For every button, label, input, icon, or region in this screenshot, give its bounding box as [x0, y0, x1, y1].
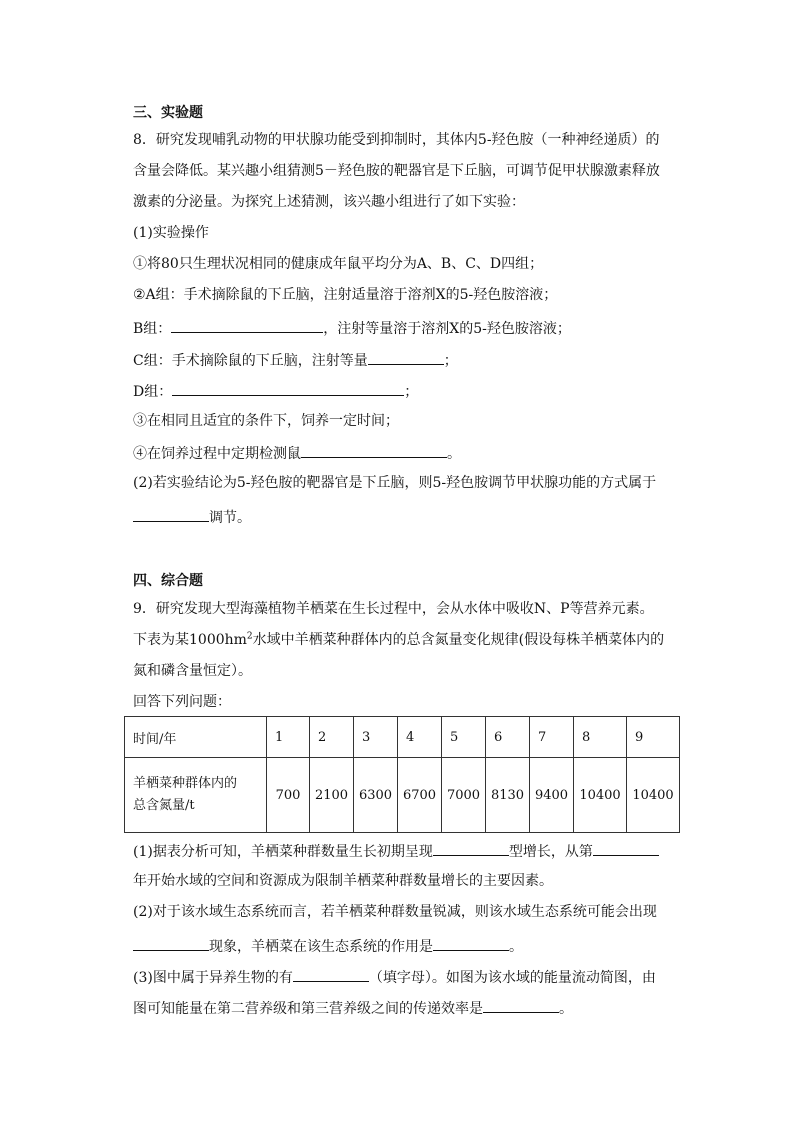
table-cell-value: 10400	[627, 758, 680, 833]
group-d-line	[133, 381, 418, 401]
q8-line3: 激素的分泌量。为探究上述猜测，该兴趣小组进行了如下实验：	[133, 194, 525, 210]
step4-prefix: ④在饲养过程中定期检测鼠	[133, 446, 301, 462]
p3-line1	[133, 967, 656, 987]
answer-blank-growth-type[interactable]	[433, 841, 509, 856]
table-row-years	[125, 717, 680, 758]
p2-line2-a: 现象，羊栖菜在该生态系统的作用是	[209, 939, 433, 955]
p1-line2: 年开始水域的空间和资源成为限制羊栖菜种群数量增长的主要因素。	[133, 873, 553, 889]
q9-line2-b: 水域中羊栖菜种群体内的总含氮量变化规律(假设每株羊栖菜体内的	[252, 632, 665, 648]
p3-line2-a: 图可知能量在第二营养级和第三营养级之间的传递效率是	[133, 1001, 483, 1017]
step3: ③在相同且适宜的条件下，饲养一定时间；	[133, 413, 399, 429]
group-d-suffix: ；	[404, 384, 419, 400]
table-cell-value: 6700	[398, 758, 442, 833]
table-cell-year: 5	[442, 717, 486, 758]
answer-blank-c[interactable]	[368, 350, 444, 365]
table-cell-year: 9	[627, 717, 680, 758]
q8-line1: 8．研究发现哺乳动物的甲状腺功能受到抑制时，其体内5-羟色胺（一种神经递质）的	[133, 132, 660, 148]
group-d-prefix: D组：	[133, 384, 173, 400]
table-cell-year: 4	[398, 717, 442, 758]
table-header-time: 时间/年	[125, 717, 267, 758]
group-c-line	[133, 350, 458, 370]
table-cell-value: 8130	[486, 758, 530, 833]
answer-blank-efficiency[interactable]	[483, 998, 559, 1013]
table-cell-value: 6300	[354, 758, 398, 833]
p3-line1-b: （填字母）。如图为该水域的能量流动简图，由	[368, 970, 656, 986]
p2-line2	[133, 936, 523, 956]
p3-line1-a: (3)图中属于异养生物的有	[133, 970, 293, 986]
p1-line1-a: (1)据表分析可知，羊栖菜种群数量生长初期呈现	[133, 844, 433, 860]
step4-suffix: 。	[447, 446, 461, 462]
table-cell-year: 1	[267, 717, 310, 758]
group-c-suffix: ；	[443, 353, 458, 369]
p1-line1	[133, 841, 659, 861]
p2-line1: (2)对于该水域生态系统而言，若羊栖菜种群数量锐减，则该水域生态系统可能会出现	[133, 904, 657, 920]
table-cell-value: 10400	[574, 758, 627, 833]
table-cell-year: 7	[530, 717, 574, 758]
nitrogen-table	[124, 716, 680, 833]
table-cell-year: 8	[574, 717, 627, 758]
group-b-line	[133, 318, 571, 338]
group-b-prefix: B组：	[133, 321, 172, 337]
table-cell-value: 700	[267, 758, 310, 833]
table-header-nitrogen	[125, 758, 267, 833]
q9-line2-a: 下表为某1000hm	[133, 632, 247, 648]
table-header-nitrogen-line2: 总含氮量/t	[133, 798, 195, 813]
q2-line2-suffix: 调节。	[209, 510, 251, 526]
answer-blank-step4[interactable]	[301, 443, 447, 458]
q9-line3: 氮和磷含量恒定）。	[133, 663, 252, 679]
group-c-prefix: C组：手术摘除鼠的下丘脑，注射等量	[133, 353, 368, 369]
answer-blank-q2[interactable]	[133, 507, 209, 522]
answer-blank-role[interactable]	[433, 936, 509, 951]
p2-line2-b: 。	[509, 939, 523, 955]
table-cell-value: 2100	[310, 758, 354, 833]
answer-blank-phenomenon[interactable]	[133, 936, 209, 951]
step2: ②A组：手术摘除鼠的下丘脑，注射适量溶于溶剂X的5-羟色胺溶液；	[133, 287, 558, 303]
p1-line1-b: 型增长，从第	[508, 844, 593, 860]
group-b-suffix: ，注射等量溶于溶剂X的5-羟色胺溶液；	[323, 321, 571, 337]
q8-line2: 含量会降低。某兴趣小组猜测5－羟色胺的靶器官是下丘脑，可调节促甲状腺激素释放	[133, 163, 660, 179]
op-title: (1)实验操作	[133, 225, 209, 241]
table-cell-year: 3	[354, 717, 398, 758]
table-cell-year: 2	[310, 717, 354, 758]
step1: ①将80只生理状况相同的健康成年鼠平均分为A、B、C、D四组；	[133, 256, 544, 272]
q2-line2	[133, 507, 251, 527]
section4-heading: 四、综合题	[133, 573, 203, 589]
p3-line2-b: 。	[559, 1001, 573, 1017]
answer-prompt: 回答下列问题：	[133, 694, 231, 710]
step4-line	[133, 443, 461, 463]
q9-line1: 9．研究发现大型海藻植物羊栖菜在生长过程中，会从水体中吸收N、P等营养元素。	[133, 601, 654, 617]
q2-line1: (2)若实验结论为5-羟色胺的靶器官是下丘脑，则5-羟色胺调节甲状腺功能的方式属于	[133, 475, 657, 491]
section3-heading: 三、实验题	[133, 105, 203, 121]
answer-blank-year[interactable]	[593, 841, 659, 856]
answer-blank-b[interactable]	[171, 318, 323, 333]
answer-blank-heterotrophs[interactable]	[293, 967, 369, 982]
q9-line2-sup: 2	[246, 631, 253, 642]
p3-line2	[133, 998, 573, 1018]
table-header-nitrogen-line1: 羊栖菜种群体内的	[133, 776, 238, 791]
table-cell-value: 7000	[442, 758, 486, 833]
q9-line2	[133, 631, 664, 649]
table-row-nitrogen	[125, 758, 680, 833]
table-cell-year: 6	[486, 717, 530, 758]
answer-blank-d[interactable]	[172, 381, 404, 396]
table-cell-value: 9400	[530, 758, 574, 833]
